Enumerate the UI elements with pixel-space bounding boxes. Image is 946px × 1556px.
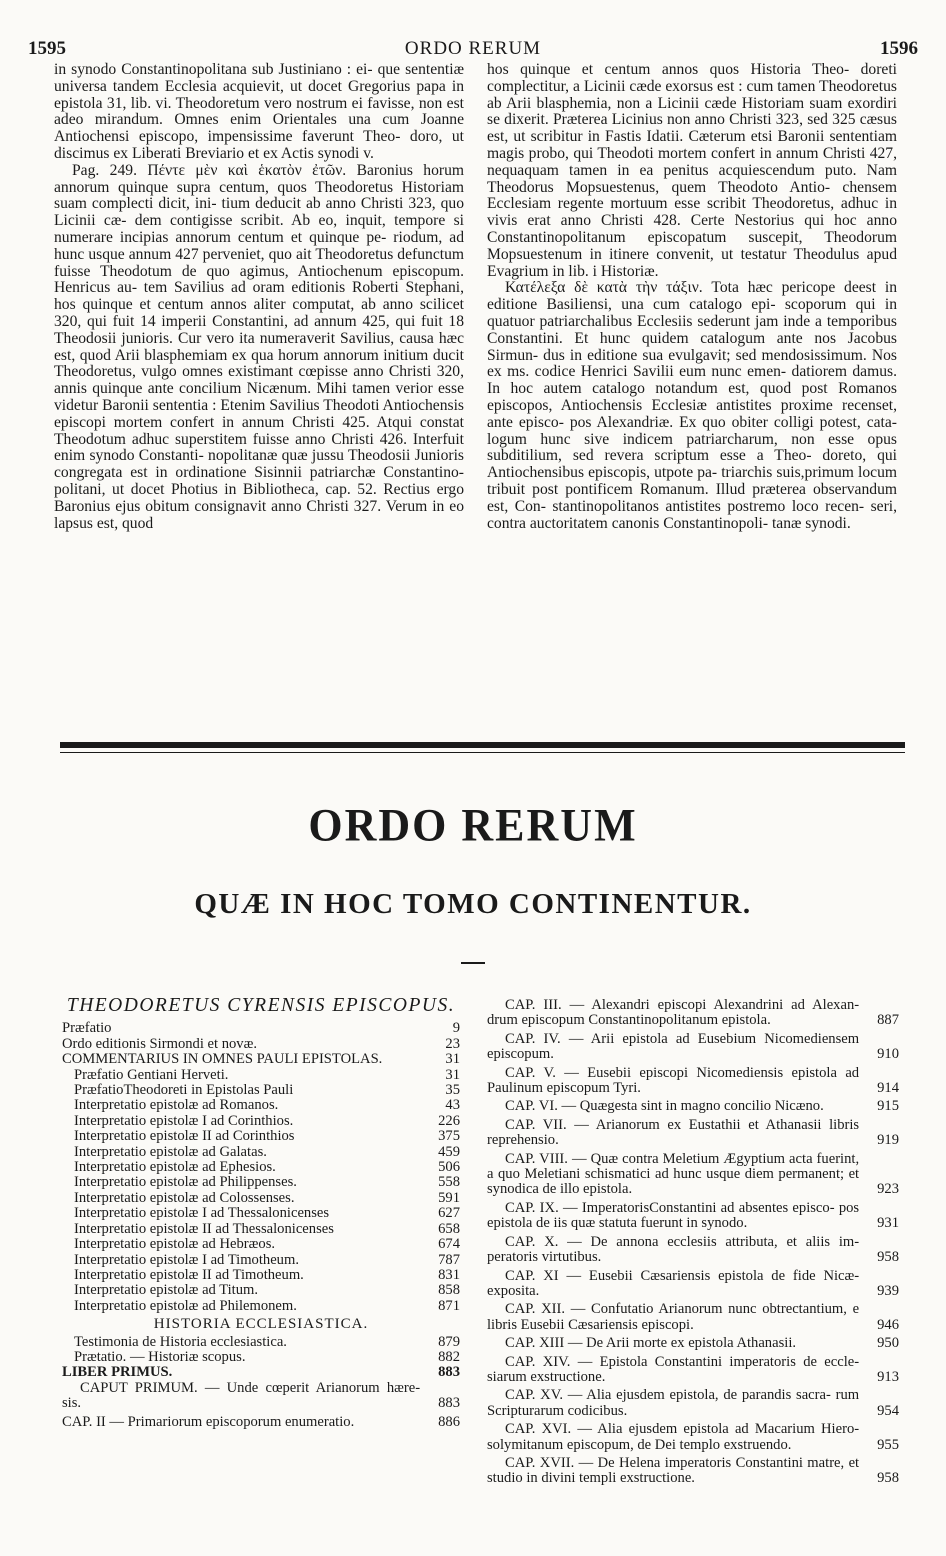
toc-entry [62, 1083, 460, 1098]
toc-entry [487, 1355, 899, 1386]
toc-entry-page: 35 [445, 1082, 460, 1099]
toc-entry-page: 506 [438, 1159, 460, 1176]
toc-entry-label: CAP. V. — Eusebii episcopi Nicomediensis epistola ad Paulinum episcopum Tyri. [487, 1064, 860, 1097]
paragraph: Κατέλεξα δὲ κατὰ τὴν τάξιν. Tota hæc pericope deest in editione Basiliensi, una cum catalogo epi- scoporum qui in quatuor patriarchalibus Ecclesiis sederunt jam inde a temporibus Constantini. Et hunc quidem catalogum ante nos Jacobus Sirmun- dus in editione sua evulgavit; sed mendosissimum. Nos ex ms. codice Henrici Savilii eum nunc emen- datiorem damus. In hoc autem catalogo notandum est, quod post Romanos episcopos, Antiochensis Ecclesiæ antistites proxime recenset, ante episco- pos Alexandriæ. Ex quo obiter colligi potest, cata- logum hunc sive indicem patriarcharum, non esse opus subditilium, sed revera scriptum esse a Theo- doreto, qui Antiochensibus episcopis, utpote pa- triarchis suis,primum locum tribuit post pontificem Romanum. Illud præterea observandum est, Con- stantinopolitanos antistites postremo loco recen- seri, contra auctoritatem canonis Constantinopoli- tanæ synodi. [487, 279, 897, 532]
toc-entry-page: 882 [438, 1348, 460, 1365]
section-divider-thick [60, 742, 905, 748]
toc-entry-page: 831 [438, 1266, 460, 1283]
toc-section-heading: HISTORIA ECCLESIASTICA. [153, 1316, 369, 1333]
toc-column-right [487, 998, 899, 1490]
text-column-left [54, 62, 464, 532]
toc-entry-page: 886 [438, 1413, 460, 1430]
toc-entry-page: 879 [438, 1333, 460, 1350]
running-title: ORDO RERUM [404, 38, 542, 59]
toc-entry-label: CAP. XII. — Confutatio Arianorum nunc obtrectantium, e libris Eusebii Cæsariensis episcopi. [487, 1301, 860, 1333]
toc-entry-page: 627 [438, 1205, 460, 1222]
toc-entry [62, 1037, 460, 1052]
toc-entry-label: Interpretatio epistolæ I ad Thessalonicenses [74, 1205, 330, 1222]
toc-column-left [62, 995, 460, 1430]
toc-entry-label: Interpretatio epistolæ ad Romanos. [74, 1097, 279, 1114]
toc-entry-label: Interpretatio epistolæ ad Titum. [74, 1282, 259, 1299]
toc-entry-label: Ordo editionis Sirmondi et novæ. [62, 1035, 257, 1052]
toc-entry-label: COMMENTARIUS IN OMNES PAULI EPISTOLAS. [62, 1051, 383, 1068]
toc-entry [62, 1283, 460, 1298]
paragraph: Pag. 249. Πέντε μὲν καὶ ἑκατὸν ἐτῶν. Baronius horum annorum quinque supra centum, quos Theodoretus Historiam suam complecti dicit, ini- tium deducit ab anno Christi 323, quo Licinii cæ- dem contigisse scribit. Ab eo, inquit, tempore si numerare incipias annorum centum et quinque pe- riodum, ad hunc usque annum 427 perveniet, quo ait Theodoretus defunctum fuisse Theodotum de quo agimus, Antiochenum episcopum. Henricus au- tem Savilius ad oram editionis Roberti Stephani, hos quinque et centum annos aliter computat, ab anno scilicet 320, qui fuit 14 imperii Constantini, ad annum 425, qui fuit 18 Theodosii junioris. Cur vero ita numeraverit Savilius, causa hæc est, quod Arii blasphemiam ex qua horum annorum initium ducit Theodoretus, vulgo omnes existimant cœpisse anno Christi 320, annis quinque ante concilium Nicænum. Mihi tamen verior esse videtur Baronii sententia : Etenim Savilius Theodoti Antiochensis episcopi mortem confert in annum Christi 425. Atqui constat Theodotum adhuc superstitem fuisse anno Christi 426. Interfuit enim synodo Constanti- nopolitanæ quæ jussu Theodosii Junioris congregata est in ordinatione Sisinnii patriarchæ Constantino- politani, ut docet Photius in Bibliotheca, cap. 52. Rectius ergo Baronius ejus obitum consignavit anno Christi 327. Verum in eo lapsus est, quod [54, 161, 464, 532]
toc-entry-page: 43 [445, 1097, 460, 1114]
toc-entry [62, 1237, 460, 1252]
toc-entry-label: CAP. XVII. — De Helena imperatoris Constantini matre, et studio in divini templi exstructione. [487, 1454, 860, 1487]
toc-entry-page: 674 [438, 1236, 460, 1253]
toc-entry-label: Interpretatio epistolæ ad Hebræos. [74, 1236, 276, 1253]
toc-entry-page: 31 [445, 1051, 460, 1068]
toc-entry [62, 1160, 460, 1175]
toc-entry-label: Interpretatio epistolæ ad Philippenses. [74, 1174, 297, 1191]
toc-entry-label: Prætatio. — Historiæ scopus. [74, 1348, 246, 1365]
toc-entry-page: 887 [877, 1012, 899, 1029]
toc-entry [62, 1129, 460, 1144]
toc-entry-label: CAP. VIII. — Quæ contra Meletium Ægyptium acta fuerint, a quo Meletiani schismatici ad hunc usque diem permanent; et synodica de illo epistola. [487, 1150, 860, 1198]
toc-entry-label: Interpretatio epistolæ II ad Corinthios [74, 1128, 295, 1145]
toc-entry-label: Interpretatio epistolæ II ad Thessalonicenses [74, 1220, 334, 1237]
toc-entry-page: 923 [877, 1181, 899, 1198]
toc-entry [62, 1335, 460, 1350]
toc-entry [487, 1269, 899, 1300]
toc-entry-label: CAP. X. — De annona ecclesiis attributa, et aliis im- peratoris virtutibus. [487, 1233, 860, 1266]
toc-entry [62, 1145, 460, 1160]
toc-entry-label: Interpretatio epistolæ I ad Timotheum. [74, 1251, 299, 1268]
toc-entry-page: 658 [438, 1220, 460, 1237]
toc-entry-label: Interpretatio epistolæ II ad Timotheum. [74, 1266, 304, 1283]
toc-entry-page: 883 [438, 1364, 460, 1381]
toc-entry [487, 998, 899, 1029]
toc-entry-label: Interpretatio epistolæ ad Colossenses. [74, 1189, 295, 1206]
toc-entry-page: 858 [438, 1282, 460, 1299]
toc-entry-label: CAP. XIII — De Arii morte ex epistola Athanasii. [505, 1335, 797, 1352]
toc-entry [62, 1175, 460, 1190]
toc-entry [487, 1118, 899, 1149]
page-number-right: 1596 [880, 38, 918, 59]
toc-entry [62, 1021, 460, 1036]
text-column-right [487, 62, 897, 532]
toc-entry [487, 1066, 899, 1097]
toc-entry-label: Testimonia de Historia ecclesiastica. [74, 1333, 287, 1350]
toc-entry [62, 1222, 460, 1237]
toc-entry [62, 1068, 460, 1083]
toc-entry-page: 871 [438, 1297, 460, 1314]
toc-entry-label: Interpretatio epistolæ ad Galatas. [74, 1143, 267, 1160]
toc-entry-label: CAP. XVI. — Alia ejusdem epistola ad Macarium Hiero- solymitanum episcopum, de Dei templo exstruendo. [487, 1421, 860, 1453]
toc-entry-page: 23 [445, 1035, 460, 1052]
toc-entry-label: Præfatio Gentiani Herveti. [74, 1066, 229, 1083]
toc-entry-page: 915 [877, 1098, 899, 1115]
toc-entry [62, 1114, 460, 1129]
toc-entry [487, 1152, 899, 1198]
toc-entry-label: LIBER PRIMUS. [62, 1364, 173, 1381]
paragraph: hos quinque et centum annos quos Historia Theo- doreti complectitur, a Licinii cæde exorsus est : cum tamen Theodoretus ab Arii blasphemia, non a Licinii cæde Historiam suam exordiri se dixerit. Præterea Licinius non anno Christi 323, sed 325 cæsus est, ut scribitur in Fastis Idatii. Cæterum etsi Baronii sententiam magis probo, qui Theodoti mortem confert in annum Christi 427, nequaquam tamen in ea penitus acquiescendum puto. Nam Theodorus Mopsuestenus, quem Theodoto Antio- chensem Ecclesiam regente mortuum esse scribit Theodoretus, adhuc in vivis erat anno Christi 428. Certe Nestorius qui hoc anno Constantinopolitanum episcopatum suscepit, Theodorum Mopsuestenum in itinere convenit, ut testatur Theodulus apud Evagrium in lib. i Historiæ. [487, 61, 897, 280]
toc-entry-label: CAP. VII. — Arianorum ex Eustathii et Athanasii libris reprehensio. [487, 1116, 860, 1149]
paragraph: in synodo Constantinopolitana sub Justiniano : ei- que sententiæ universa tandem Ecclesia acquievit, ut docet Gregorius papa in epistola 31, lib. vi. Theodoretum vero nostrum ei favisse, non est adeo mirandum. Omnes enim Orientales una cum Joanne Antiochensi episcopo, impensissime faverunt Theo- doro, ut discimus ex Liberati Breviario et ex Actis synodi v. [54, 61, 464, 162]
toc-entry-label: CAP. III. — Alexandri episcopi Alexandrini ad Alexan- drum episcopum Constantinopolitanum epistola. [487, 997, 860, 1029]
toc-entry [487, 1032, 899, 1063]
toc-entry [62, 1268, 460, 1283]
toc-entry [487, 1099, 899, 1114]
toc-entry [487, 1422, 899, 1453]
toc-entry-page: 958 [877, 1249, 899, 1266]
contents-title: ORDO RERUM [308, 799, 638, 852]
toc-entry-label: PræfatioTheodoreti in Epistolas Pauli [74, 1082, 294, 1099]
toc-entry-page: 910 [877, 1046, 899, 1063]
toc-entry-label: Præfatio [62, 1020, 112, 1037]
toc-entry-label: CAP. XV. — Alia ejusdem epistola, de parandis sacra- rum Scripturarum codicibus. [487, 1387, 860, 1419]
toc-entry [487, 1302, 899, 1333]
toc-entry-page: 958 [877, 1470, 899, 1487]
toc-entry-page: 931 [877, 1215, 899, 1232]
toc-entry-label: CAP. XI — Eusebii Cæsariensis epistola de fide Nicæ- exposita. [487, 1267, 860, 1299]
toc-entry [62, 1253, 460, 1268]
toc-entry-page: 955 [877, 1436, 899, 1453]
toc-entry-label: CAPUT PRIMUM. — Unde cœperit Arianorum hære- sis. [62, 1379, 421, 1412]
toc-entry [62, 1365, 460, 1380]
toc-entry-page: 375 [438, 1128, 460, 1145]
page-number-left: 1595 [28, 38, 66, 59]
toc-entry-label: CAP. XIV. — Epistola Constantini imperatoris de eccle- siarum exstructione. [487, 1353, 860, 1385]
toc-entry-page: 9 [452, 1020, 460, 1037]
toc-entry [62, 1415, 460, 1430]
toc-entry [62, 1052, 460, 1067]
toc-entry-page: 558 [438, 1174, 460, 1191]
toc-entry-page: 787 [438, 1251, 460, 1268]
toc-entry [62, 1381, 460, 1412]
toc-entry [487, 1336, 899, 1351]
toc-entry-page: 31 [445, 1066, 460, 1083]
section-divider-thin [60, 752, 905, 753]
toc-entry-page: 919 [877, 1132, 899, 1149]
toc-entry-label: CAP. IX. — ImperatorisConstantini ad absentes episco- pos epistola de iis quæ statuta fuerunt in synodo. [487, 1199, 860, 1232]
toc-entry-page: 914 [877, 1080, 899, 1097]
toc-entry-page: 913 [877, 1368, 899, 1385]
toc-entry [487, 1201, 899, 1232]
toc-entry-label: Interpretatio epistolæ ad Philemonem. [74, 1297, 297, 1314]
short-divider [461, 962, 485, 964]
toc-entry-page: 591 [438, 1189, 460, 1206]
toc-entry [62, 1299, 460, 1314]
toc-entry-label: CAP. VI. — Quægesta sint in magno concilio Nicæno. [505, 1098, 824, 1115]
toc-entry-label: Interpretatio epistolæ I ad Corinthios. [74, 1112, 294, 1129]
toc-entry [487, 1388, 899, 1419]
toc-entry-page: 946 [877, 1316, 899, 1333]
toc-entry-page: 226 [438, 1112, 460, 1129]
toc-entry [487, 1456, 899, 1487]
toc-entry-page: 950 [877, 1335, 899, 1352]
toc-entry [62, 1191, 460, 1206]
toc-entry-page: 954 [877, 1402, 899, 1419]
toc-entry-page: 459 [438, 1143, 460, 1160]
toc-entry-page: 939 [877, 1282, 899, 1299]
toc-author-heading: THEODORETUS CYRENSIS EPISCOPUS. [66, 995, 456, 1016]
toc-entry [62, 1350, 460, 1365]
toc-entry [487, 1235, 899, 1266]
toc-entry [62, 1206, 460, 1221]
toc-entry-page: 883 [438, 1395, 460, 1412]
toc-entry-label: Interpretatio epistolæ ad Ephesios. [74, 1159, 276, 1176]
toc-entry-label: CAP. IV. — Arii epistola ad Eusebium Nicomediensem episcopum. [487, 1030, 860, 1063]
toc-entry [62, 1098, 460, 1113]
contents-subtitle: QUÆ IN HOC TOMO CONTINENTUR. [194, 888, 752, 920]
toc-entry-label: CAP. II — Primariorum episcoporum enumeratio. [62, 1413, 355, 1430]
